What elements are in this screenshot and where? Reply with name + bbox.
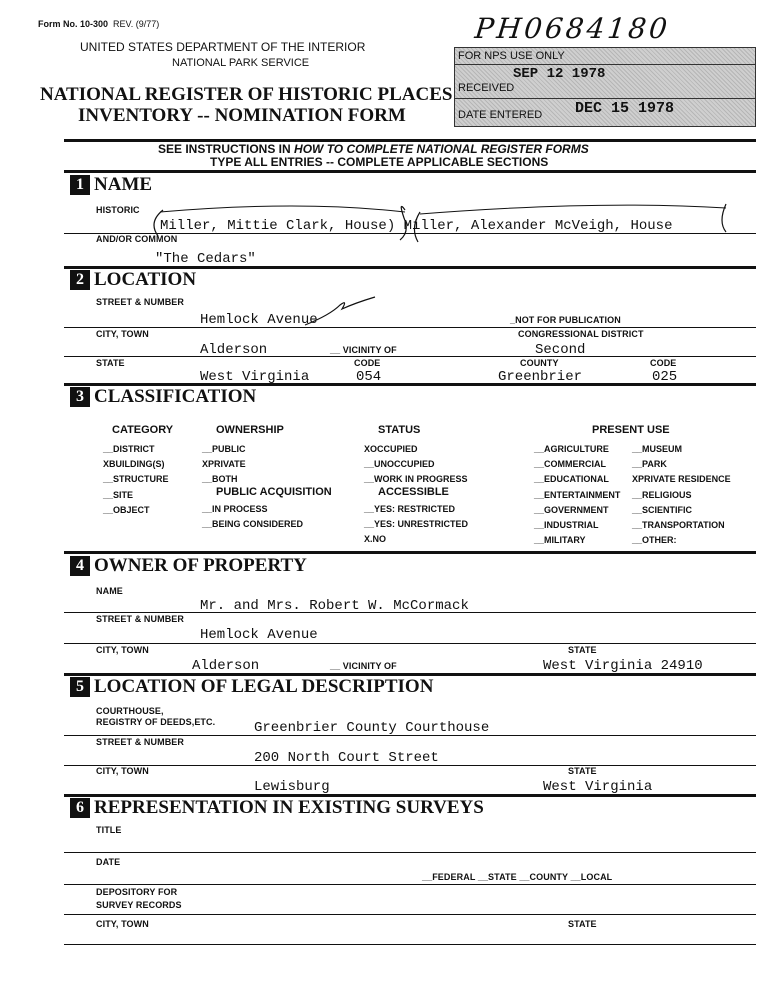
status-occupied[interactable]: XOCCUPIED [364,444,418,454]
city-label: CITY, TOWN [96,329,149,339]
use-industrial[interactable]: __INDUSTRIAL [534,520,599,531]
form-number: Form No. 10-300 REV. (9/77) [38,19,160,29]
owner-city-value: Alderson [192,658,260,674]
received-date: SEP 12 1978 [513,66,606,82]
category-list [103,442,169,518]
ownership-public[interactable]: __PUBLIC [202,444,246,454]
common-value: "The Cedars" [155,251,256,267]
owner-city-label: CITY, TOWN [96,645,149,655]
use-government[interactable]: __GOVERNMENT [534,504,609,515]
use-other[interactable]: __OTHER: [632,535,677,546]
accessible-unrestricted[interactable]: __YES: UNRESTRICTED [364,519,469,530]
code-value: 054 [356,369,382,385]
entered-label: DATE ENTERED [458,109,543,121]
street-value: Hemlock Avenue [200,312,318,328]
present-use-col1 [534,442,620,548]
congress-label: CONGRESSIONAL DISTRICT [518,329,644,339]
survey-title-label: TITLE [96,825,122,835]
state-value: West Virginia [200,369,310,385]
survey-levels: __FEDERAL __STATE __COUNTY __LOCAL [422,872,613,882]
status-heading: STATUS [378,424,421,436]
present-use-col2 [632,442,731,548]
use-religious[interactable]: __RELIGIOUS [632,489,692,500]
category-structure[interactable]: __STRUCTURE [103,474,169,485]
accessible-no[interactable]: X.NO [364,534,387,545]
use-entertainment[interactable]: __ENTERTAINMENT [534,489,621,500]
vicinity-of: __ VICINITY OF [330,345,397,355]
use-private-residence[interactable]: XPRIVATE RESIDENCE [632,474,731,485]
received-label: RECEIVED [458,82,515,94]
historic-value: Miller, Mittie Clark, House) Miller, Alexander McVeigh, House [160,218,673,234]
status-list [364,442,468,488]
courthouse-value: Greenbrier County Courthouse [254,720,490,736]
form-title-line2: INVENTORY -- NOMINATION FORM [78,105,406,126]
entered-date: DEC 15 1978 [575,100,675,117]
status-work-in-progress[interactable]: __WORK IN PROGRESS [364,474,468,485]
category-district[interactable]: __DISTRICT [103,444,155,454]
owner-vicinity: __ VICINITY OF [330,661,397,671]
form-title-line1: NATIONAL REGISTER OF HISTORIC PLACES [40,84,453,105]
common-label: AND/OR COMMON [96,234,178,244]
handwritten-id: PH0684180 [473,12,672,45]
accessible-heading: ACCESSIBLE [378,486,449,498]
legal-street-label: STREET & NUMBER [96,737,185,747]
code2-value: 025 [652,369,678,385]
survey-date-label: DATE [96,857,121,867]
ownership-private[interactable]: XPRIVATE [202,459,246,470]
survey-state-label: STATE [568,919,597,929]
code-label: CODE [354,358,381,368]
for-nps-label: FOR NPS USE ONLY [458,50,565,62]
legal-city-label: CITY, TOWN [96,766,149,776]
nps-use-stamp [454,47,756,127]
section-3-header: 3 CLASSIFICATION [70,387,256,407]
legal-street-value: 200 North Court Street [254,750,439,766]
service-name: NATIONAL PARK SERVICE [172,57,310,69]
courthouse-label-1: COURTHOUSE, [96,706,164,716]
owner-name-label: NAME [96,586,123,596]
ownership-both[interactable]: __BOTH [202,474,238,485]
survey-city-label: CITY, TOWN [96,919,149,929]
category-heading: CATEGORY [112,424,174,436]
use-educational[interactable]: __EDUCATIONAL [534,474,609,485]
accessible-list [364,502,468,548]
use-transportation[interactable]: __TRANSPORTATION [632,520,725,531]
legal-city-value: Lewisburg [254,779,330,795]
not-for-publication: _NOT FOR PUBLICATION [510,315,621,325]
depository-label-1: DEPOSITORY FOR [96,887,178,897]
owner-street-value: Hemlock Avenue [200,627,318,643]
use-park[interactable]: __PARK [632,459,667,470]
ownership-heading: OWNERSHIP [216,424,284,436]
category-site[interactable]: __SITE [103,489,134,500]
acquisition-in-process[interactable]: __IN PROCESS [202,504,268,514]
acquisition-considered[interactable]: __BEING CONSIDERED [202,519,304,530]
legal-state-value: West Virginia [543,779,653,795]
code2-label: CODE [650,358,677,368]
legal-state-label: STATE [568,766,597,776]
city-value: Alderson [200,342,268,358]
owner-state-value: West Virginia 24910 [543,658,703,674]
historic-label: HISTORIC [96,205,140,215]
county-value: Greenbrier [498,369,583,385]
owner-state-label: STATE [568,645,597,655]
section-5-header: 5 LOCATION OF LEGAL DESCRIPTION [70,677,433,697]
status-unoccupied[interactable]: __UNOCCUPIED [364,459,435,470]
use-military[interactable]: __MILITARY [534,535,586,546]
category-building[interactable]: XBUILDING(S) [103,459,165,470]
use-scientific[interactable]: __SCIENTIFIC [632,504,693,515]
section-2-header: 2 LOCATION [70,270,196,290]
agency-name: UNITED STATES DEPARTMENT OF THE INTERIOR [80,40,366,54]
owner-street-label: STREET & NUMBER [96,614,185,624]
use-agriculture[interactable]: __AGRICULTURE [534,444,609,454]
street-label: STREET & NUMBER [96,297,185,307]
depository-label-2: SURVEY RECORDS [96,900,182,910]
courthouse-label-2: REGISTRY OF DEEDS,ETC. [96,717,216,727]
instructions-line2: TYPE ALL ENTRIES -- COMPLETE APPLICABLE SECTIONS [210,155,549,169]
congress-value: Second [535,342,586,358]
section-1-header: 1 NAME [70,175,152,195]
owner-name-value: Mr. and Mrs. Robert W. McCormack [200,598,469,614]
county-label: COUNTY [520,358,559,368]
use-commercial[interactable]: __COMMERCIAL [534,459,607,470]
instructions-line1: SEE INSTRUCTIONS IN HOW TO COMPLETE NATIONAL REGISTER FORMS [158,142,589,156]
section-6-header: 6 REPRESENTATION IN EXISTING SURVEYS [70,798,484,818]
accessible-restricted[interactable]: __YES: RESTRICTED [364,504,456,514]
use-museum[interactable]: __MUSEUM [632,444,683,454]
section-4-header: 4 OWNER OF PROPERTY [70,556,307,576]
state-label: STATE [96,358,125,368]
ownership-list [202,442,246,488]
category-object[interactable]: __OBJECT [103,504,150,515]
acquisition-list [202,502,303,532]
present-use-heading: PRESENT USE [592,424,670,436]
acquisition-heading: PUBLIC ACQUISITION [216,486,332,498]
